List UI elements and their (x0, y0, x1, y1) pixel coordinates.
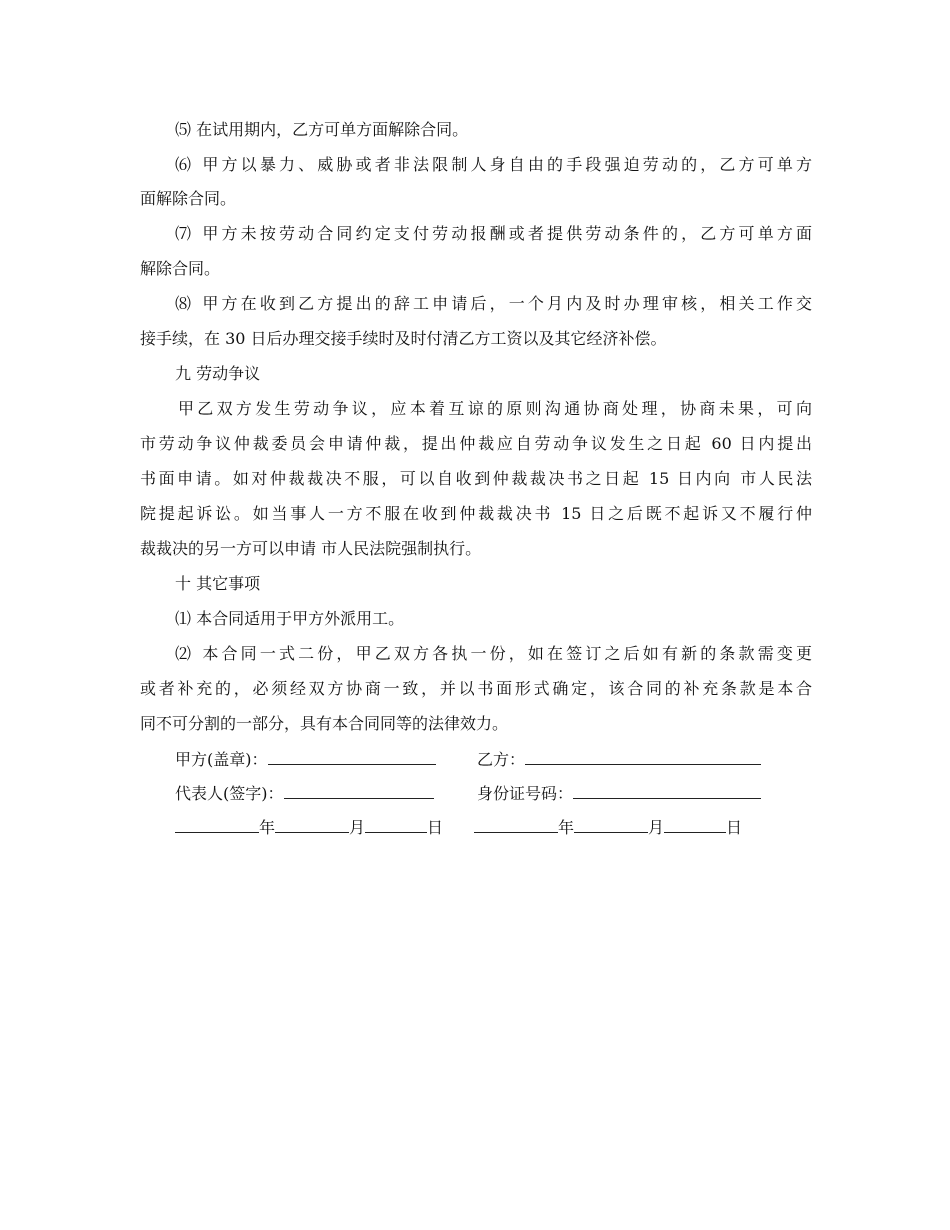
party-b-day-label: 日 (726, 818, 743, 837)
section-9-line-3: 书面申请。如对仲裁裁决不服，可以自收到仲裁裁决书之日起 15 日内向 市人民法 (140, 469, 812, 488)
section-10-item-1: ⑴ 本合同适用于甲方外派用工。 (175, 609, 405, 628)
party-b-month-field[interactable] (574, 816, 648, 833)
section-9-line-4: 院提起诉讼。如当事人一方不服在收到仲裁裁决书 15 日之后既不起诉又不履行仲 (140, 504, 812, 523)
party-a-seal-field[interactable] (268, 748, 436, 765)
party-a-seal-label: 甲方(盖章)： (175, 750, 268, 769)
party-b-year-label: 年 (558, 818, 575, 837)
section-9-line-2: 市劳动争议仲裁委员会申请仲裁，提出仲裁应自劳动争议发生之日起 60 日内提出 (140, 434, 812, 453)
party-a-year-label: 年 (259, 818, 276, 837)
clause-7-line-1: ⑺ 甲方未按劳动合同约定支付劳动报酬或者提供劳动条件的，乙方可单方面 (175, 224, 812, 243)
party-b-row (477, 747, 761, 773)
section-9-line-5: 裁裁决的另一方可以申请 市人民法院强制执行。 (140, 539, 482, 558)
id-number-field[interactable] (573, 782, 761, 799)
representative-row (175, 781, 434, 807)
party-b-month-label: 月 (648, 818, 665, 837)
section-10-item-2-line-2: 或者补充的，必须经双方协商一致，并以书面形式确定，该合同的补充条款是本合 (140, 679, 812, 698)
representative-label: 代表人(签字)： (175, 784, 284, 803)
clause-8-line-1: ⑻ 甲方在收到乙方提出的辞工申请后，一个月内及时办理审核，相关工作交 (175, 294, 812, 313)
party-b-date-row (474, 815, 742, 841)
section-9-line-1: 甲乙双方发生劳动争议，应本着互谅的原则沟通协商处理，协商未果，可向 (178, 399, 812, 418)
clause-6-line-1: ⑹ 甲方以暴力、威胁或者非法限制人身自由的手段强迫劳动的，乙方可单方 (175, 155, 812, 174)
representative-signature-field[interactable] (284, 782, 434, 799)
party-a-day-label: 日 (427, 818, 444, 837)
party-a-year-field[interactable] (175, 816, 259, 833)
section-10-item-2-line-1: ⑵ 本合同一式二份，甲乙双方各执一份，如在签订之后如有新的条款需变更 (175, 644, 812, 663)
clause-5-line-1: ⑸ 在试用期内，乙方可单方面解除合同。 (175, 120, 469, 139)
id-number-label: 身份证号码： (477, 784, 574, 803)
section-10-title: 十 其它事项 (175, 574, 261, 593)
section-9-title: 九 劳动争议 (175, 364, 261, 383)
id-number-row (477, 781, 761, 807)
party-b-day-field[interactable] (664, 816, 726, 833)
party-a-date-row (175, 815, 443, 841)
section-10-item-2-line-3: 同不可分割的一部分，具有本合同同等的法律效力。 (140, 714, 509, 733)
party-b-year-field[interactable] (474, 816, 558, 833)
party-b-label: 乙方： (477, 750, 526, 769)
party-a-seal-row (175, 747, 436, 773)
party-b-field[interactable] (525, 748, 761, 765)
party-a-day-field[interactable] (365, 816, 427, 833)
party-a-month-label: 月 (349, 818, 366, 837)
clause-6-line-2: 面解除合同。 (140, 189, 237, 208)
clause-7-line-2: 解除合同。 (140, 259, 221, 278)
party-a-month-field[interactable] (275, 816, 349, 833)
clause-8-line-2: 接手续，在 30 日后办理交接手续时及时付清乙方工资以及其它经济补偿。 (140, 329, 667, 348)
